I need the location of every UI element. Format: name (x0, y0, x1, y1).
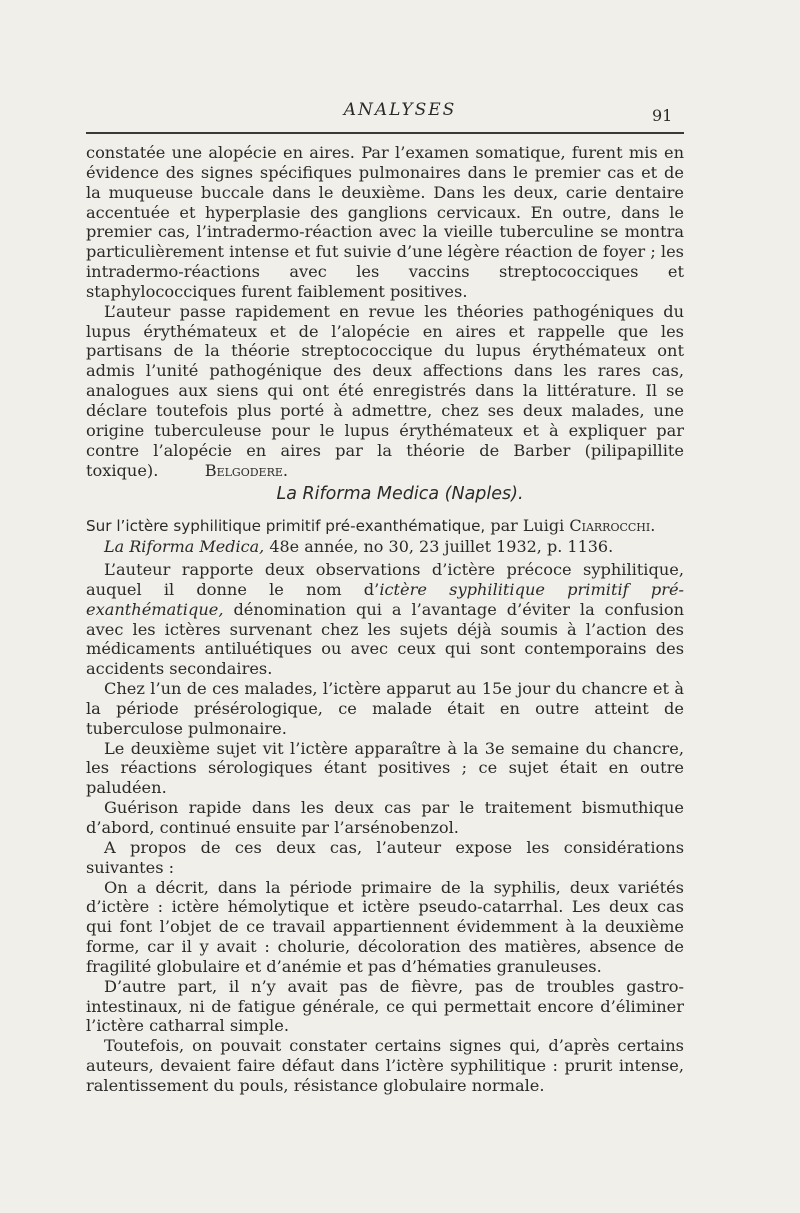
paragraph: Le deuxième sujet vit l’ictère apparaître à la 3e semaine du chancre, les réactions sérologiques étant positives ; ce sujet était en outre paludéen. (86, 738, 684, 798)
article-author: Ciarrocchi. (569, 516, 656, 535)
article-header (86, 516, 706, 557)
paragraph: constatée une alopécie en aires. Par l’examen somatique, furent mis en évidence des signes spécifiques pulmonaires dans le premier cas et de la muqueuse buccale dans le deuxième. Dans les deux, carie dentaire accentuée et hyperplasie des ganglions cervicaux. En outre, dans le premier cas, l’intradermo-réaction avec la vieille tuberculine se montra particulièrement intense et fut suivie d’une légère réaction de foyer ; les intradermo-réactions avec les vaccins streptococciques et staphylococciques furent faiblement positives. (86, 143, 684, 301)
citation-journal: La Riforma Medica, (104, 536, 265, 556)
reviewer-signature: Belgodere. (204, 460, 289, 480)
paragraph (86, 560, 684, 679)
paragraph: Toutefois, on pouvait constater certains signes qui, d’après certains auteurs, devaient faire défaut dans l’ictère syphilitique : prurit intense, ralentissement du pouls, résistance globulaire normale. (86, 1036, 684, 1095)
paragraph (86, 302, 684, 481)
paragraph: Chez l’un de ces malades, l’ictère apparut au 15e jour du chancre et à la période présérologique, ce malade était en outre atteint de tuberculose pulmonaire. (86, 679, 684, 738)
paragraph: A propos de ces deux cas, l’auteur expose les considérations suivantes : (86, 837, 684, 877)
emphasis-term: ictère syphilitique primitif pré-exanthématique, (86, 579, 685, 619)
article-citation (86, 537, 706, 557)
paragraph-text: L’auteur rapporte deux observations d’ictère précoce syphilitique, auquel il donne le nom d’ (86, 560, 684, 599)
paragraph: Guérison rapide dans les deux cas par le traitement bismuthique d’abord, continué ensuite par l’arsénobenzol. (86, 798, 684, 837)
section-title: La Riforma Medica (Naples). (276, 484, 524, 504)
article-title: Sur l’ictère syphilitique primitif pré-exanthématique, (86, 517, 486, 535)
article-by: par Luigi (490, 516, 565, 535)
paragraph-text: L’auteur passe rapidement en revue les théories pathogéniques du lupus érythémateux et de l’alopécie en aires et rappelle que les partisans de la théorie streptococcique du lupus érythémateux ont admis l’unité pathogénique des deux affections dans les rares cas, analogues aux siens qui ont été enregistrés dans la littérature. Il se déclare toutefois plus porté à admettre, chez ses deux malades, une origine tuberculeuse pour le lupus érythémateux et à expliquer par contre l’alopécie en aires par la théorie de Barber (pilipapillite toxique). (86, 301, 684, 480)
header-rule (86, 132, 684, 134)
paragraph-text: dénomination qui a l’avantage d’éviter la confusion avec les ictères survenant chez les sujets déjà soumis à l’action des médicaments antiluétiques ou avec ceux qui sont contemporains des accidents secondaires. (86, 599, 684, 679)
citation-details: 48e année, no 30, 23 juillet 1932, p. 1136. (269, 536, 614, 556)
paragraph: D’autre part, il n’y avait pas de fièvre, pas de troubles gastro-intestinaux, ni de fatigue générale, ce qui permettait encore d’éliminer l’ictère catharral simple. (86, 976, 684, 1036)
review-text (86, 560, 684, 1096)
paragraph: On a décrit, dans la période primaire de la syphilis, deux variétés d’ictère : ictère hémolytique et ictère pseudo-catarrhal. Les deux cas qui font l’objet de ce travail appartiennent évidemment à la deuxième forme, car il y avait : cholurie, décoloration des matières, absence de fragilité globulaire et d’anémie et pas d’hématies granuleuses. (86, 877, 684, 976)
article-title-line (86, 516, 706, 537)
page-number: 91 (652, 106, 673, 125)
running-head: ANALYSES (343, 100, 457, 120)
previous-review-text (86, 143, 684, 480)
